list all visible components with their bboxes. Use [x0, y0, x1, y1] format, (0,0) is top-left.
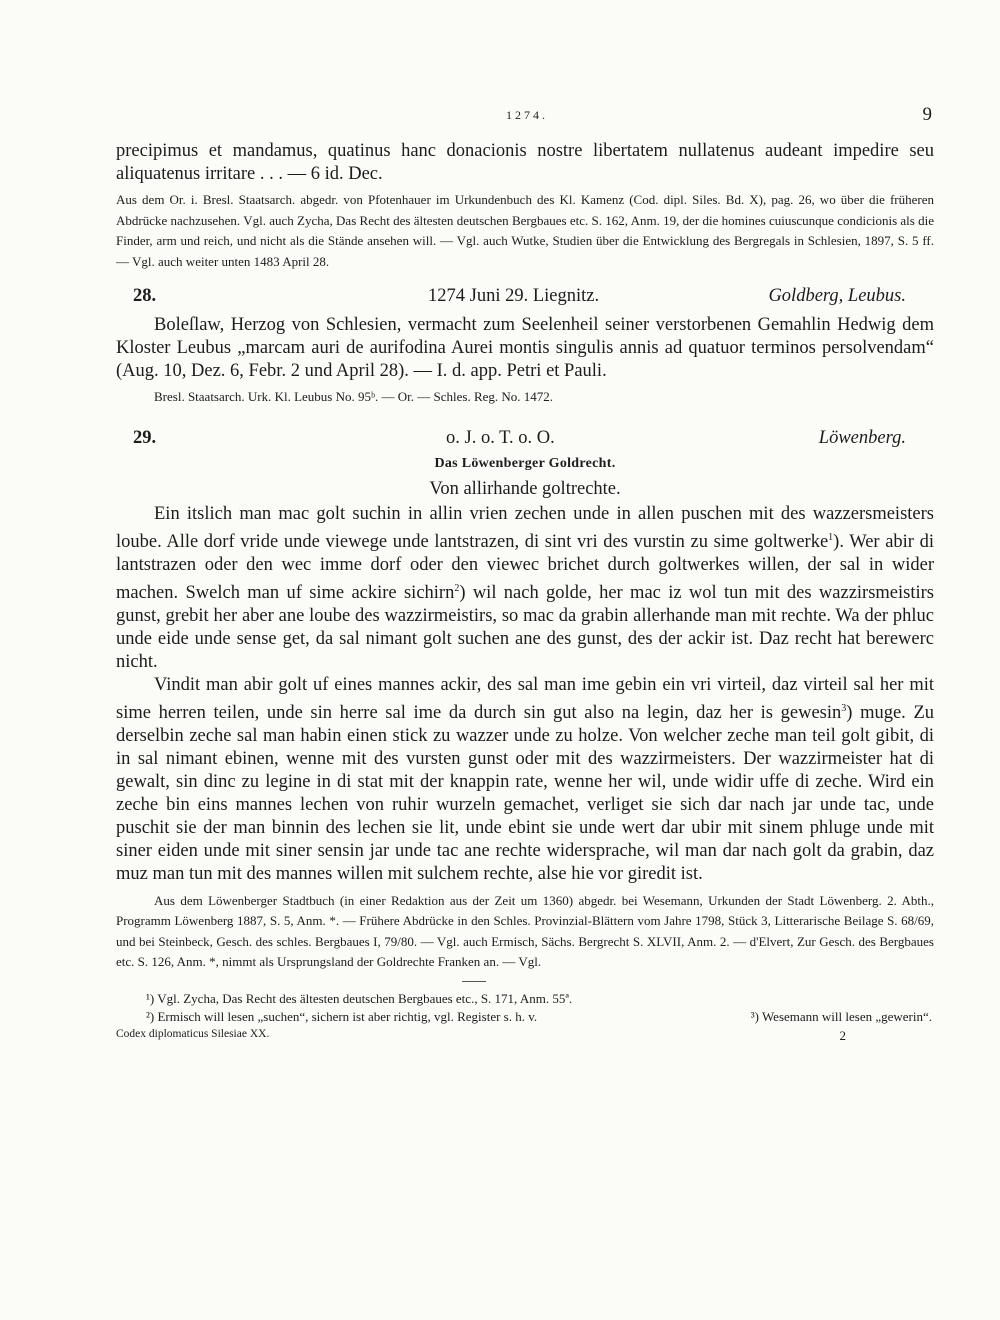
para-1-part-a: Ein itslich man mac golt suchin in allin vrien zechen unde in allen puschen mit des wazzersmeisters loube. Alle dorf vride unde viewege unde lantstrazen, di sint vri des vurstin zu sime goltwerke [116, 503, 934, 552]
doc-29-paragraph-2 [116, 674, 934, 886]
book-signature: Codex diplomaticus Silesiae XX. [116, 1027, 270, 1040]
continuation-text: precipimus et mandamus, quatinus hanc donacionis nostre libertatem nullatenus audeant impedire seu aliquatenus irritare . . . — 6 id. Dec. [116, 141, 934, 184]
doc-28-heading [116, 286, 934, 314]
para-2-part-a: Vindit man abir golt uf eines mannes ackir, des sal man ime gebin ein vri virteil, daz virteil sal her mit sime herren teilen, unde sin herre sal ime da durch sin gut also na legin, daz her is gewesin [116, 674, 934, 723]
page-header [116, 100, 934, 140]
footnote-1: ¹) Vgl. Zycha, Das Recht des ältesten deutschen Bergbaues etc., S. 171, Anm. 55ª. [146, 990, 573, 1006]
doc-28-note: Bresl. Staatsarch. Urk. Kl. Leubus No. 95ᵇ. — Or. — Schles. Reg. No. 1472. [154, 389, 554, 404]
footnote-2: ²) Ermisch will lesen „suchen“, sichern ist aber richtig, vgl. Register s. h. v. [146, 1008, 538, 1024]
footnote-3: ³) Wesemann will lesen „gewerin“. [750, 1008, 932, 1024]
page [116, 100, 934, 1046]
doc-28-regest: Boleſlaw, Herzog von Schlesien, vermacht zum Seelenheil seiner verstorbenen Gemahlin Hedwig dem Kloster Leubus „marcam auri de aurifodina Aurei montis singulis annis ad quatuor terminos persolvendam“ (Aug. 10, Dez. 6, Febr. 2 und April 28). — I. d. app. Petri et Pauli. [116, 315, 934, 381]
sheet-number: 2 [839, 1027, 846, 1043]
page-number: 9 [922, 104, 932, 125]
footnote-row [116, 1008, 934, 1026]
para-1-part-c: ) wil nach golde, her mac iz wol tun mit des wazzirsmeistirs gunst, grebit her aber ane loube des wazzirmeistirs, so mac da grabin allerhande man mit rechte. Wa der phluc unde eide unde sense get, da sal nimant golt suchen ane des gunst, des der ackir ist. Daz recht hat berewerc nicht. [116, 582, 934, 672]
doc-29-subtitle: Von allirhande goltrechte. [429, 478, 621, 499]
footnote-divider [462, 981, 486, 982]
doc-28-date: 1274 Juni 29. Liegnitz. [428, 286, 600, 306]
doc-29-title: Das Löwenberger Goldrecht. [434, 455, 616, 471]
doc-28-places: Goldberg, Leubus. [768, 286, 906, 306]
page-footer [116, 1028, 934, 1046]
doc-29-date: o. J. o. T. o. O. [446, 427, 555, 448]
para-1-part-b: ). Wer abir di lantstrazen oder den wec imme dorf oder den viewec brichet durch goltwerkes willen, der sal in wider machen. Swelch man uf sime ackire sichirn [116, 531, 934, 603]
doc-29-paragraph-1 [116, 503, 934, 674]
footnote-ref-1: 1 [828, 531, 834, 543]
doc-29-number: 29. [133, 427, 157, 448]
continuation-note: Aus dem Or. i. Bresl. Staatsarch. abgedr. von Pfotenhauer im Urkundenbuch des Kl. Kamenz (Cod. dipl. Siles. Bd. X), pag. 26, wo über die früheren Abdrücke nachzusehen. Vgl. auch Zycha, Das Recht des ältesten deutschen Bergbaues etc. S. 162, Anm. 19, der die homines cuiuscunque condicionis als die Finder, arm und reich, und nicht als die Stände ansehen will. — Vgl. auch Wutke, Studien über die Entwicklung des Bergregals in Schlesien, 1897, S. 5 ff. — Vgl. auch weiter unten 1483 April 28. [116, 192, 934, 269]
doc-29-place: Löwenberg. [818, 427, 906, 448]
footnote-ref-3: 3 [841, 702, 847, 714]
doc-28-number: 28. [133, 286, 157, 306]
footnote-ref-2: 2 [454, 582, 460, 594]
doc-29-note: Aus dem Löwenberger Stadtbuch (in einer Redaktion aus der Zeit um 1360) abgedr. bei Wesemann, Urkunden der Stadt Löwenberg. 2. Abth., Programm Löwenberg 1887, S. 5, Anm. *. — Frühere Abdrücke in den Schles. Provinzial-Blättern vom Jahre 1798, Stück 3, Litterarische Beilage S. 68/69, und bei Steinbeck, Gesch. des schles. Bergbaues I, 79/80. — Vgl. auch Ermisch, Sächs. Bergrecht S. XLVII, Anm. 2. — d'Elvert, Zur Gesch. des Bergbaues etc. S. 126, Anm. *, nimmt als Ursprungsland der Goldrechte Franken an. — Vgl. [116, 892, 934, 970]
doc-29-heading [116, 428, 934, 456]
para-2-part-b: ) muge. Zu derselbin zeche sal man habin einen stick zu wazzer unde zu holze. Von welcher zeche man teil golt gibit, di in sal nimant ebinen, wenne mit des vursten gunst oder mit des wazzirmeisters. Der wazzirmeister hat di gewalt, sin dinc zu legine in di stat mit der knappin rate, wenne her wil, unde widir uffe di zeche. Wird ein zeche bin eins mannes lechen von ruhir wurzeln gemachet, verliget sie sich dar nach jar unde tac, unde puschit sie der man binnin des lechen sie lit, unde ebint sie unde wert dar ubir mit sinem phluge unde mit siner eiden unde mit siner sensin jar unde tac ane rechte widersprache, wil man dar nach golt da grabin, daz muz man tun mit des mannes willen mit sulchem rechte, alse hie vor giredit ist. [116, 702, 935, 884]
running-head: 1274. [506, 108, 548, 122]
